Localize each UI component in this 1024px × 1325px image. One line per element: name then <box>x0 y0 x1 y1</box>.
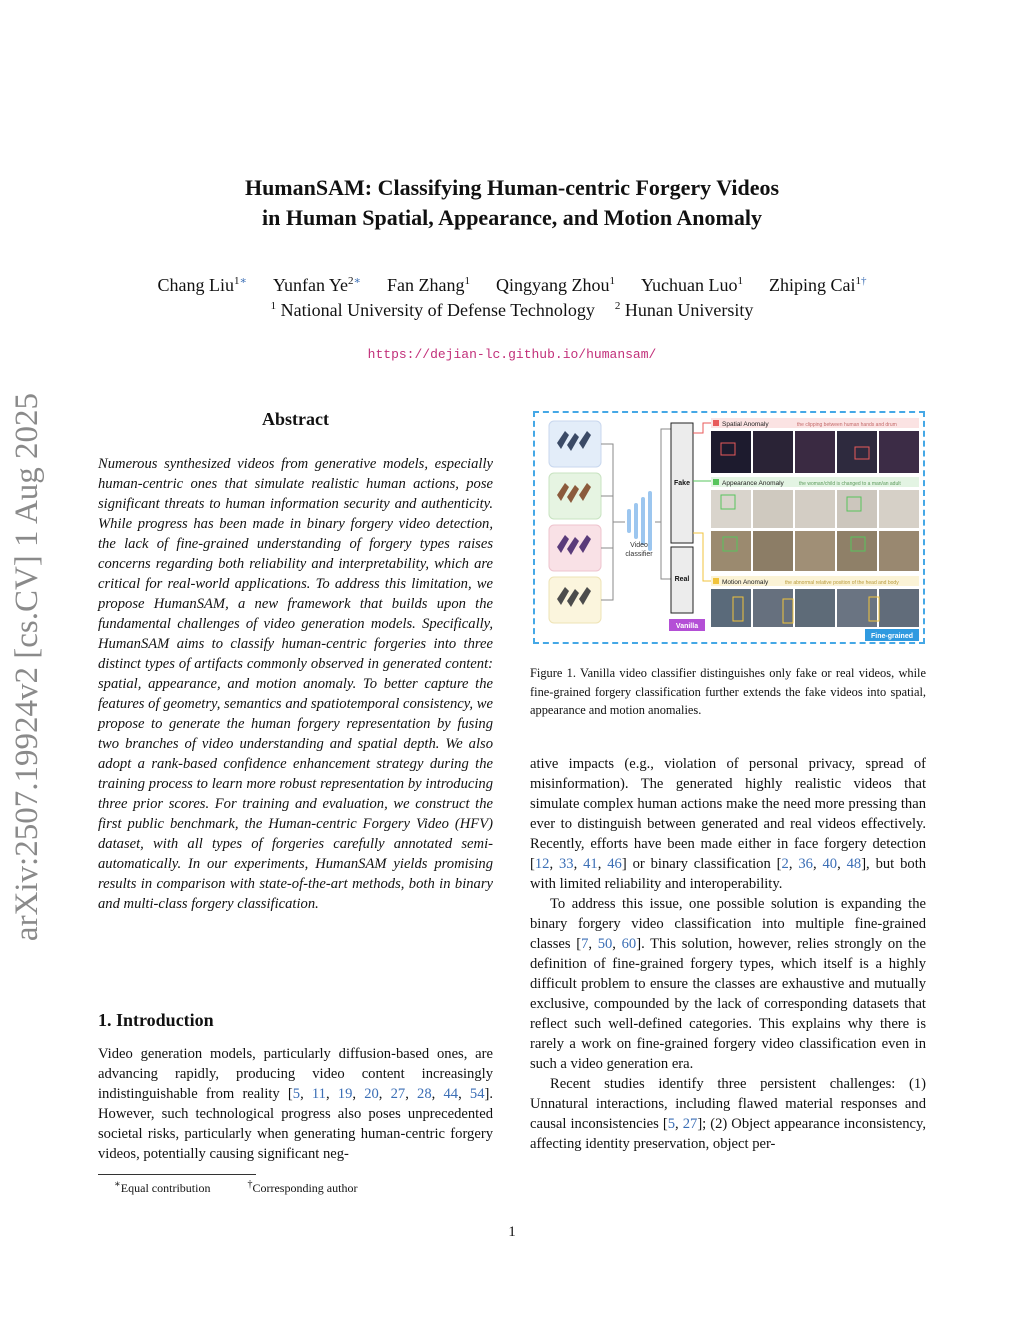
right-p3-text-a: Recent studies identify three persistent challenges: (1) Unnatural interactions, including flawed material responses and causal inconsistencies [ <box>530 1076 926 1132</box>
affiliation-name: National University of Defense Technology <box>276 300 595 320</box>
appearance-anomaly-label: Appearance Anomaly <box>722 480 784 487</box>
appearance-frames <box>711 490 919 571</box>
author-2 <box>273 275 361 295</box>
title-line-1: HumanSAM: Classifying Human-centric Forgery Videos <box>244 175 780 200</box>
citation-link[interactable]: 40 <box>822 856 838 872</box>
finegrained-tag-text: Fine-grained <box>870 633 914 640</box>
spatial-anomaly-note: the clipping between human hands and drum <box>797 422 897 428</box>
author-affiliation-mark: 1† <box>855 275 867 287</box>
input-video-stacks <box>549 421 601 623</box>
citation-link[interactable]: 50 <box>597 936 613 952</box>
citation-link[interactable]: 54 <box>469 1086 485 1102</box>
figure-1-caption: Figure 1. Vanilla video classifier distinguishes only fake or real videos, while fine-grained forgery classification further extends the fake videos into spatial, appearance and motion anomalies. <box>530 666 926 717</box>
figure-1-diagram <box>535 413 923 642</box>
right-paragraph-1 <box>530 754 926 894</box>
right-p3-citations: 5, 27 <box>667 1116 698 1132</box>
intro-citations: 5, 11, 19, 20, 27, 28, 44, 54 <box>292 1086 485 1102</box>
right-p2-text-b: ]. This solution, however, relies strongly on the definition of fine-grained forgery types, which itself is a highly difficult problem to ensure the classes are exhaustive and mutually exclusive, compounded by the lack of corresponding datasets that reflect such well-defined categories. This explains why there is rarely a work on fine-grained forgery video classification even in such a video generation era. <box>530 936 927 1072</box>
citation-link[interactable]: 27 <box>390 1086 406 1102</box>
author-list <box>0 269 1024 297</box>
citation-link[interactable]: 41 <box>583 856 598 872</box>
figure-1 <box>533 411 925 644</box>
author-name: Yunfan Ye <box>273 275 349 295</box>
author-3 <box>387 275 470 295</box>
right-paragraph-3 <box>530 1074 926 1154</box>
author-name: Qingyang Zhou <box>496 275 610 295</box>
author-affiliation-mark: 2∗ <box>348 275 362 287</box>
footnote-corresponding-text: Corresponding author <box>252 1181 358 1195</box>
citation-link[interactable]: 46 <box>607 856 622 872</box>
intro-text-a: Video generation models, particularly diffusion-based ones, are advancing rapidly, producing video content increasingly indistinguishable from reality [ <box>98 1046 493 1102</box>
footnote-equal-mark: ∗ <box>114 1179 121 1190</box>
footnotes <box>98 1177 493 1196</box>
motion-anomaly-label: Motion Anomaly <box>722 579 769 586</box>
right-p1-citations-1: 12, 33, 41, 46 <box>534 856 622 872</box>
introduction-heading: 1. Introduction <box>98 1010 214 1030</box>
appearance-anomaly-swatch <box>713 479 719 485</box>
spatial-anomaly-label: Spatial Anomaly <box>722 421 769 428</box>
author-affiliation-mark: 1 <box>737 275 743 287</box>
citation-link[interactable]: 27 <box>682 1116 698 1132</box>
author-1 <box>158 275 247 295</box>
right-p1-text-c: ], but both with limited reliability and interoperability. <box>530 856 927 892</box>
vanilla-tag-text: Vanilla <box>675 623 699 630</box>
author-4 <box>496 275 615 295</box>
real-label: Real <box>674 576 690 583</box>
citation-link[interactable]: 28 <box>417 1086 432 1102</box>
citation-link[interactable]: 2 <box>781 856 789 872</box>
project-url-link[interactable]: https://dejian-lc.github.io/humansam/ <box>367 347 657 362</box>
fake-label: Fake <box>674 480 690 487</box>
fake-category-connectors <box>693 423 711 581</box>
author-affiliation-mark: 1 <box>609 275 615 287</box>
classifier-connectors <box>655 429 671 579</box>
input-connectors <box>601 444 625 600</box>
citation-link[interactable]: 36 <box>798 856 813 872</box>
author-note-mark: † <box>860 275 867 287</box>
footnote-divider <box>98 1174 256 1175</box>
arxiv-identifier: arXiv:2507.19924v2 [cs.CV] 1 Aug 2025 <box>9 392 45 942</box>
right-p1-text-a: ative impacts (e.g., violation of personal privacy, spread of misinformation). The generated highly realistic videos that simulate complex human actions make the need more pressing than ever to distinguish between generated and real videos effectively. Recently, efforts have been made either in face forgery detection [ <box>530 756 926 872</box>
author-5 <box>641 275 743 295</box>
abstract-heading: Abstract <box>262 409 329 429</box>
citation-link[interactable]: 11 <box>311 1086 326 1102</box>
paper-title <box>0 173 1024 233</box>
citation-link[interactable]: 48 <box>846 856 862 872</box>
abstract-text: Numerous synthesized videos from generative models, especially human-centric ones that simulate realistic human actions, pose significant threats to human information security and authenticity. While progress has been made in binary forgery video detection, the lack of fine-grained understanding of forgery types raises concerns regarding both reliability and interpretability, which are critical for real-world applications. To address this limitation, we propose HumanSAM, a new framework that builds upon the fundamental challenges of video generation models. Specifically, HumanSAM aims to classify human-centric forgeries into three distinct types of artifacts commonly observed in generated content: spatial, appearance, and motion anomaly. To better capture the features of geometry, semantics and spatiotemporal consistency, we propose to generate the human forgery representation by fusing two branches of video understanding and spatial depth. We also adopt a rank-based confidence enhancement strategy during the training process to learn more robust representation by introducing three prior scores. For training and evaluation, we construct the first public benchmark, the Human-centric Forgery Video (HFV) dataset, with all types of forgeries carefully annotated semi-automatically. In our experiments, HumanSAM yields promising results in comparison with state-of-the-art methods, both in binary and multi-class forgery classification. <box>98 456 493 912</box>
citation-link[interactable]: 7 <box>581 936 589 952</box>
title-line-2: in Human Spatial, Appearance, and Motion Anomaly <box>262 205 762 230</box>
affiliation-number: 2 <box>614 300 621 312</box>
author-6 <box>769 275 867 295</box>
motion-frames <box>711 589 919 627</box>
right-p2-citations: 7, 50, 60 <box>581 936 637 952</box>
author-affiliation-mark: 1 <box>464 275 470 287</box>
author-note-mark: ∗ <box>353 275 362 287</box>
citation-link[interactable]: 60 <box>621 936 637 952</box>
footnote-equal <box>114 1181 210 1195</box>
footnote-equal-text: Equal contribution <box>120 1181 211 1195</box>
citation-link[interactable]: 5 <box>667 1116 676 1132</box>
citation-link[interactable]: 33 <box>559 856 574 872</box>
classifier-label-1: Video <box>630 542 648 549</box>
right-p2-text-a: To address this issue, one possible solution is expanding the binary forgery video classification into multiple fine-grained classes [ <box>530 896 926 952</box>
spatial-anomaly-swatch <box>713 420 719 426</box>
intro-text-b: ]. However, such technological progress also poses unprecedented societal risks, particularly when generating human-centric forgery videos, potentially causing significant neg- <box>98 1086 493 1162</box>
footnote-corresponding-mark: † <box>247 1179 253 1190</box>
spatial-frames <box>711 431 919 473</box>
motion-anomaly-note: the abnormal relative position of the head and body <box>785 580 899 586</box>
author-note-mark: ∗ <box>239 275 248 287</box>
author-name: Fan Zhang <box>387 275 465 295</box>
right-paragraph-2 <box>530 894 926 1074</box>
right-p1-citations-2: 2, 36, 40, 48 <box>781 856 862 872</box>
citation-link[interactable]: 5 <box>292 1086 301 1102</box>
citation-link[interactable]: 20 <box>364 1086 379 1102</box>
footnote-corresponding <box>247 1181 357 1195</box>
introduction-paragraph <box>98 1044 493 1164</box>
author-affiliation-mark: 1∗ <box>234 275 248 287</box>
affiliation-name: Hunan University <box>620 300 754 320</box>
author-name: Yuchuan Luo <box>640 275 738 295</box>
affiliation-1 <box>271 300 595 320</box>
citation-link[interactable]: 19 <box>337 1086 353 1102</box>
page-number: 1 <box>508 1224 516 1240</box>
right-column-text <box>530 754 926 1154</box>
citation-link[interactable]: 44 <box>443 1086 459 1102</box>
affiliation-2 <box>615 300 753 320</box>
right-p3-text-b: ]; (2) Object appearance inconsistency, affecting identity preservation, object per- <box>530 1116 927 1152</box>
affiliations <box>0 294 1024 322</box>
affiliation-number: 1 <box>270 300 277 312</box>
motion-anomaly-swatch <box>713 578 719 584</box>
right-p1-text-b: ] or binary classification [ <box>621 856 782 872</box>
author-name: Chang Liu <box>157 275 235 295</box>
appearance-anomaly-note: the woman/child is changed to a man/an adult <box>799 481 901 487</box>
citation-link[interactable]: 12 <box>534 856 550 872</box>
classifier-label-2: classifier <box>625 551 653 558</box>
author-name: Zhiping Cai <box>768 275 856 295</box>
